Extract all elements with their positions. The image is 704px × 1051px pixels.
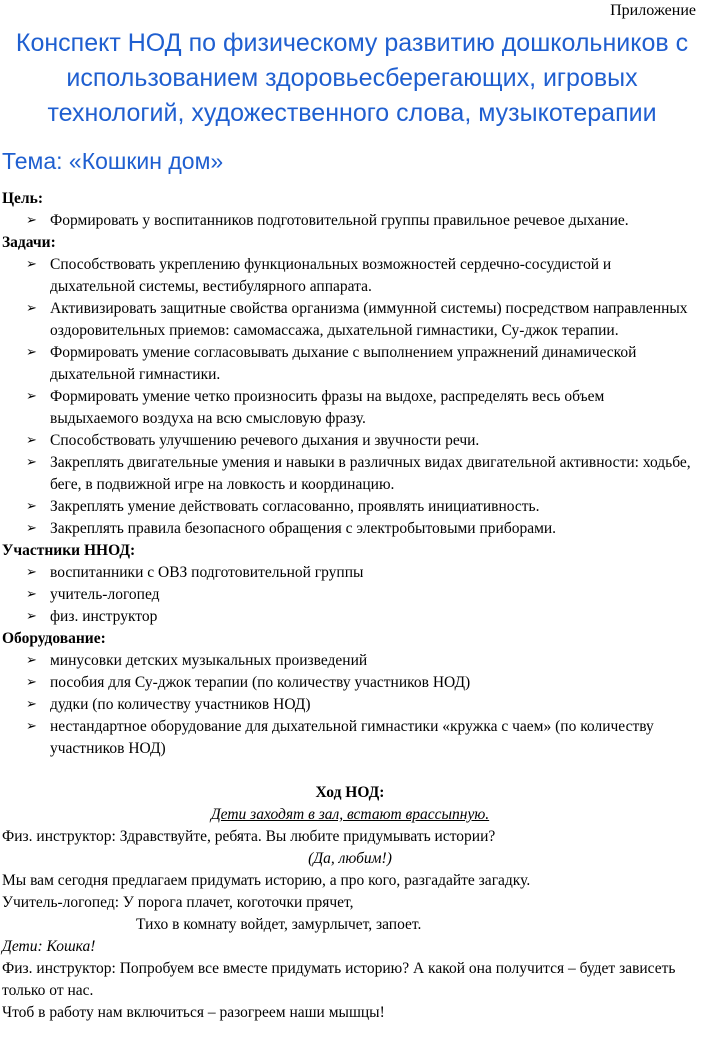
list-item: ➢ нестандартное оборудование для дыхательной гимнастики «кружка с чаем» (по количеству участников НОД) (26, 718, 654, 757)
arrow-bullet-icon: ➢ (26, 675, 37, 690)
dialogue-line: Физ. инструктор: Попробуем все вместе придумать историю? А какой она получится – будет зависеть только от нас. (2, 960, 676, 999)
dialogue-line: Мы вам сегодня предлагаем придумать историю, а про кого, разгадайте загадку. (2, 872, 531, 889)
list-item: ➢ Способствовать укреплению функциональных возможностей сердечно-сосудистой и дыхательной системы, вестибулярного аппарата. (26, 256, 612, 295)
list-item: ➢ Закреплять двигательные умения и навыки в различных видах двигательной активности: ходьбе, беге, в подвижной игре на ловкость и координацию. (26, 454, 691, 493)
arrow-bullet-icon: ➢ (26, 257, 37, 272)
arrow-bullet-icon: ➢ (26, 213, 37, 228)
theme-heading: Тема: «Кошкин дом» (2, 148, 224, 174)
list-item: ➢ Закреплять умение действовать согласованно, проявлять инициативность. (0, 496, 700, 518)
arrow-bullet-icon: ➢ (26, 697, 37, 712)
tasks-heading: Задачи: (2, 234, 56, 251)
children-reply: (Да, любим!) (308, 850, 392, 867)
progress-heading: Ход НОД: (315, 784, 385, 801)
arrow-bullet-icon: ➢ (26, 389, 37, 404)
arrow-bullet-icon: ➢ (26, 521, 37, 536)
goal-list (0, 210, 700, 232)
list-item: ➢ воспитанники с ОВЗ подготовительной группы (0, 562, 700, 584)
equipment-heading: Оборудование: (2, 630, 106, 647)
arrow-bullet-icon: ➢ (26, 565, 37, 580)
list-item: ➢ Формировать умение согласовывать дыхание с выполнением упражнений динамической дыхательной гимнастики. (26, 344, 637, 383)
arrow-bullet-icon: ➢ (26, 719, 37, 734)
list-item: ➢ Закреплять правила безопасного обращения с электробытовыми приборами. (0, 518, 700, 540)
list-item: ➢ Формировать у воспитанников подготовительной группы правильное речевое дыхание. (0, 210, 700, 232)
spacer (0, 760, 700, 782)
arrow-bullet-icon: ➢ (26, 301, 37, 316)
children-reply: Дети: Кошка! (2, 938, 96, 955)
list-item: ➢ дудки (по количеству участников НОД) (0, 694, 700, 716)
progress-intro: Дети заходят в зал, встают врассыпную. (210, 806, 490, 823)
arrow-bullet-icon: ➢ (26, 345, 37, 360)
arrow-bullet-icon: ➢ (26, 653, 37, 668)
arrow-bullet-icon: ➢ (26, 609, 37, 624)
list-item: ➢ Формировать умение четко произносить фразы на выдохе, распределять весь объем выдыхаемого воздуха на всю смысловую фразу. (26, 388, 605, 427)
participants-heading: Участники ННОД: (2, 542, 136, 559)
dialogue-line: Учитель-логопед: У порога плачет, коготочки прячет, (2, 894, 354, 911)
dialogue-line: Тихо в комнату войдет, замурлычет, запоет. (136, 916, 422, 933)
list-item: ➢ минусовки детских музыкальных произведений (0, 650, 700, 672)
arrow-bullet-icon: ➢ (26, 587, 37, 602)
arrow-bullet-icon: ➢ (26, 499, 37, 514)
list-item: ➢ физ. инструктор (0, 606, 700, 628)
dialogue-line: Чтоб в работу нам включиться – разогреем наши мышцы! (2, 1004, 385, 1021)
list-item: ➢ учитель-логопед (0, 584, 700, 606)
list-item: ➢ Активизировать защитные свойства организма (иммунной системы) посредством направленных оздоровительных приемов: самомассажа, дыхательной гимнастики, Су-джок терапии. (26, 300, 688, 339)
dialogue-line: Физ. инструктор: Здравствуйте, ребята. Вы любите придумывать истории? (2, 828, 496, 845)
arrow-bullet-icon: ➢ (26, 455, 37, 470)
document-body (0, 188, 700, 1024)
appendix-label: Приложение (610, 2, 696, 19)
list-item: ➢ Способствовать улучшению речевого дыхания и звучности речи. (0, 430, 700, 452)
participants-list (0, 562, 700, 628)
arrow-bullet-icon: ➢ (26, 433, 37, 448)
tasks-list (0, 254, 700, 540)
equipment-list (0, 650, 700, 760)
document-title: Конспект НОД по физическому развитию дошкольников с использованием здоровьесберегающих, игровых технологий, художественного слова, музыкотерапии (15, 29, 689, 127)
goal-heading: Цель: (2, 190, 43, 207)
list-item: ➢ пособия для Су-джок терапии (по количеству участников НОД) (0, 672, 700, 694)
